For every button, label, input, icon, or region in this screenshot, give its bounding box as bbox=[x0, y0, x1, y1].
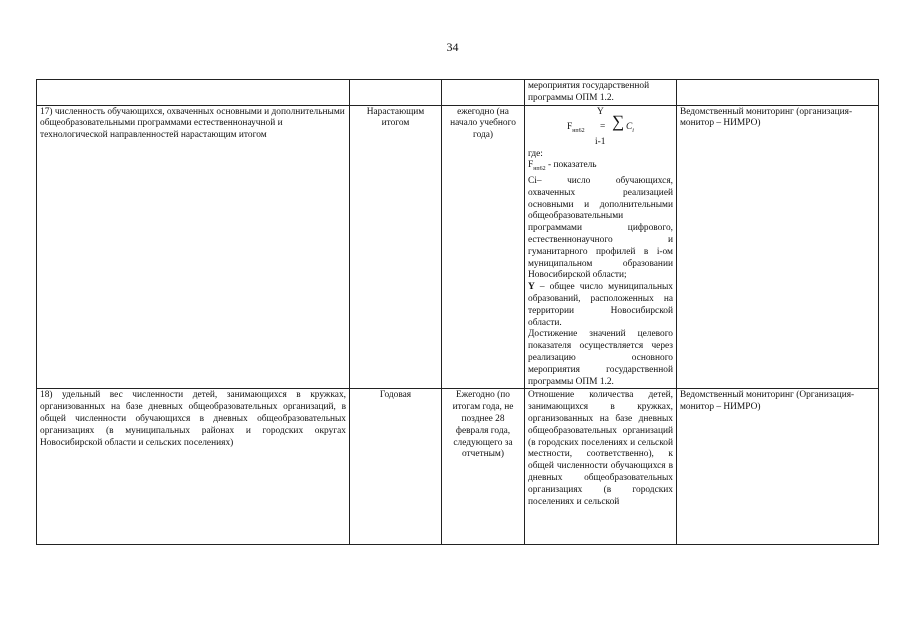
cell-type bbox=[350, 105, 442, 389]
type-text: Нарастающим итогом bbox=[366, 106, 425, 129]
table-row-17 bbox=[37, 105, 879, 389]
formula-lower-limit: i-1 bbox=[595, 136, 606, 147]
type-text: Годовая bbox=[379, 390, 412, 401]
cell-empty bbox=[350, 80, 442, 106]
cell-source bbox=[677, 105, 879, 389]
formula bbox=[528, 107, 673, 149]
source-text: Ведомственный мониторинг (организация-монитор – НИМРО) bbox=[680, 106, 853, 129]
cell-indicator bbox=[37, 105, 350, 389]
achievement-text: Достижение значений целевого показателя осуществляется через реализацию основного мероприятия государственной программы ОПМ 1.2. bbox=[528, 329, 673, 387]
method-text: Отношение количества детей, занимающихся в кружках, организованных на базе дневных общеобразовательных организаций (в городских поселениях и сельской местности, соответственно), к общей численности обучающихся в дневных общеобразовательных организациях (в городских поселениях и сельской bbox=[528, 390, 673, 507]
cell-method bbox=[525, 105, 677, 389]
sum-icon: ∑ bbox=[612, 111, 625, 131]
definition-f: $F_{нп62}$ - показатель bbox=[528, 160, 597, 173]
indicator-table bbox=[36, 79, 879, 545]
cell-source bbox=[677, 389, 879, 545]
formula-term: $C_i$ bbox=[626, 121, 634, 134]
cell-type bbox=[350, 389, 442, 545]
formula-equals: = bbox=[600, 121, 606, 132]
definition-y: Y – общее число муниципальных образований, расположенных на территории Новосибирской области. bbox=[528, 282, 673, 328]
cell-method-continuation bbox=[525, 80, 677, 106]
cell-method bbox=[525, 389, 677, 545]
table-row-18 bbox=[37, 389, 879, 545]
definition-ci: Ci– число обучающихся, охваченных реализацией основными и дополнительными общеобразовательными программами цифрового, естественнонаучного и гуманитарного профилей в i-ом муниципальном образовании Новосибирской области; bbox=[528, 176, 673, 281]
indicator-text: 18) удельный вес численности детей, занимающихся в кружках, организованных на базе дневных общеобразовательных организаций, в общей численности обучающихся в дневных общеобразовательных организациях (в муниципальных районах и городских округах Новосибирской области и сельских поселениях) bbox=[40, 390, 346, 448]
cell-empty bbox=[37, 80, 350, 106]
cell-frequency bbox=[442, 105, 525, 389]
table-row-continuation bbox=[37, 80, 879, 106]
method-text: мероприятия государственной программы ОПМ 1.2. bbox=[528, 81, 650, 103]
cell-empty bbox=[677, 80, 879, 106]
page-number: 34 bbox=[446, 40, 459, 54]
indicator-text: 17) численность обучающихся, охваченных основными и дополнительными общеобразовательными программами естественнонаучной и технологической направленностей нарастающим итогом bbox=[40, 106, 345, 141]
formula-lhs: $F_{нп62}$ bbox=[567, 121, 585, 134]
frequency-text: Ежегодно (по итогам года, не позднее 28 февраля года, следующего за отчетным) bbox=[452, 390, 514, 460]
cell-empty bbox=[442, 80, 525, 106]
source-text: Ведомственный мониторинг (Организация-монитор – НИМРО) bbox=[680, 390, 855, 413]
cell-frequency bbox=[442, 389, 525, 545]
cell-indicator bbox=[37, 389, 350, 545]
frequency-text: ежегодно (на начало учебного года) bbox=[450, 106, 516, 141]
formula-upper-limit: Y bbox=[597, 106, 604, 117]
where-label: где: bbox=[528, 148, 543, 159]
